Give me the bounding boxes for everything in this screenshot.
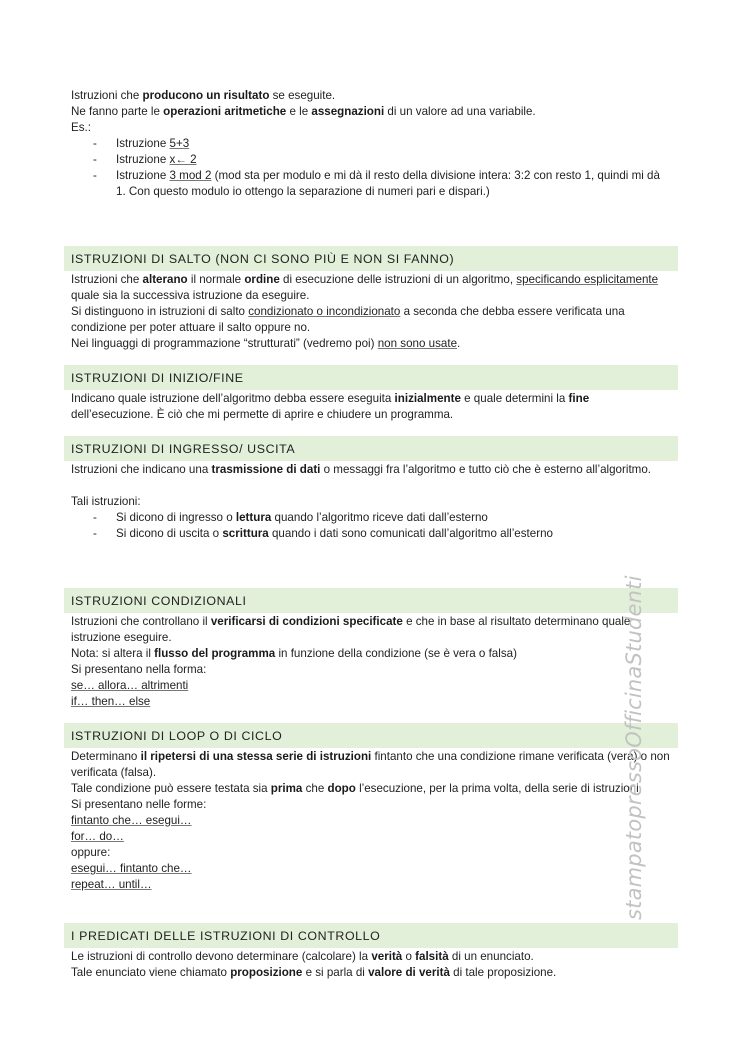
list-item: - Istruzione 3 mod 2 (mod sta per modulo e mi dà il resto della divisione intera: 3:2 con resto 1, quindi mi dà 1. Con questo modulo io ottengo la separazione di numeri pari e dispari.): [71, 168, 671, 200]
paragraph: Indicano quale istruzione dell’algoritmo debba essere eseguita inizialmente e quale determini la fine dell’esecuzione. È ciò che mi permette di aprire e chiudere un programma.: [71, 392, 590, 421]
paragraph: Si presentano nelle forme:: [71, 798, 207, 811]
section-body-predicati: [71, 949, 671, 981]
section-heading-loop: ISTRUZIONI DI LOOP O DI CICLO: [64, 723, 678, 748]
list-item: - Istruzione 5+3: [71, 136, 671, 152]
section-body-loop: [71, 749, 671, 893]
intro-line-2: Ne fanno parte le operazioni aritmetiche e le assegnazioni di un valore ad una variabile.: [71, 105, 536, 118]
paragraph: Tali istruzioni:: [71, 495, 141, 508]
section-body-salto: [71, 272, 671, 352]
paragraph: Istruzioni che alterano il normale ordine di esecuzione delle istruzioni di un algoritmo, specificando esplicitamente quale sia la successiva istruzione da eseguire.: [71, 273, 659, 302]
form-line: fintanto che… esegui…: [71, 814, 192, 827]
watermark-text: stampatopressoOfficinaStudenti: [622, 575, 646, 920]
paragraph: Istruzioni che indicano una trasmissione di dati o messaggi fra l’algoritmo e tutto ciò che è esterno all’algoritmo.: [71, 463, 651, 476]
example-list: [71, 136, 671, 200]
io-list: [71, 510, 671, 542]
paragraph: Nei linguaggi di programmazione “strutturati” (vedremo poi) non sono usate.: [71, 337, 461, 350]
form-line: se… allora… altrimenti: [71, 679, 189, 692]
intro-section: [71, 88, 671, 200]
form-line: for… do…: [71, 830, 124, 843]
section-body-condizionali: [71, 614, 671, 710]
list-item: - Si dicono di uscita o scrittura quando i dati sono comunicati dall’algoritmo all’esterno: [71, 526, 671, 542]
list-item: - Istruzione x← 2: [71, 152, 671, 168]
form-line: repeat… until…: [71, 878, 152, 891]
section-heading-ingresso-uscita: ISTRUZIONI DI INGRESSO/ USCITA: [64, 436, 678, 461]
paragraph: oppure:: [71, 846, 111, 859]
section-heading-inizio-fine: ISTRUZIONI DI INIZIO/FINE: [64, 365, 678, 390]
paragraph: Nota: si altera il flusso del programma in funzione della condizione (se è vera o falsa): [71, 647, 517, 660]
list-item: - Si dicono di ingresso o lettura quando l’algoritmo riceve dati dall’esterno: [71, 510, 671, 526]
paragraph: Determinano il ripetersi di una stessa serie di istruzioni fintanto che una condizione rimane verificata (vera) o non verificata (falsa).: [71, 750, 670, 779]
paragraph: Le istruzioni di controllo devono determinare (calcolare) la verità o falsità di un enunciato.: [71, 950, 534, 963]
paragraph: Istruzioni che controllano il verificarsi di condizioni specificate e che in base al risultato determinano quale istruzione eseguire.: [71, 615, 631, 644]
paragraph: Si presentano nella forma:: [71, 663, 207, 676]
section-heading-predicati: I PREDICATI DELLE ISTRUZIONI DI CONTROLLO: [64, 923, 678, 948]
section-heading-condizionali: ISTRUZIONI CONDIZIONALI: [64, 588, 678, 613]
section-heading-salto: ISTRUZIONI DI SALTO (NON CI SONO PIÙ E NON SI FANNO): [64, 246, 678, 271]
section-body-ingresso-uscita: [71, 462, 671, 542]
paragraph: Tale enunciato viene chiamato proposizione e si parla di valore di verità di tale proposizione.: [71, 966, 557, 979]
example-label: Es.:: [71, 121, 91, 134]
section-body-inizio-fine: [71, 391, 671, 423]
paragraph: Si distinguono in istruzioni di salto condizionato o incondizionato a seconda che debba essere verificata una condizione per poter attuare il salto oppure no.: [71, 305, 625, 334]
intro-line-1: Istruzioni che producono un risultato se eseguite.: [71, 89, 336, 102]
form-line: if… then… else: [71, 695, 151, 708]
paragraph: Tale condizione può essere testata sia prima che dopo l’esecuzione, per la prima volta, della serie di istruzioni.: [71, 782, 642, 795]
form-line: esegui… fintanto che…: [71, 862, 192, 875]
